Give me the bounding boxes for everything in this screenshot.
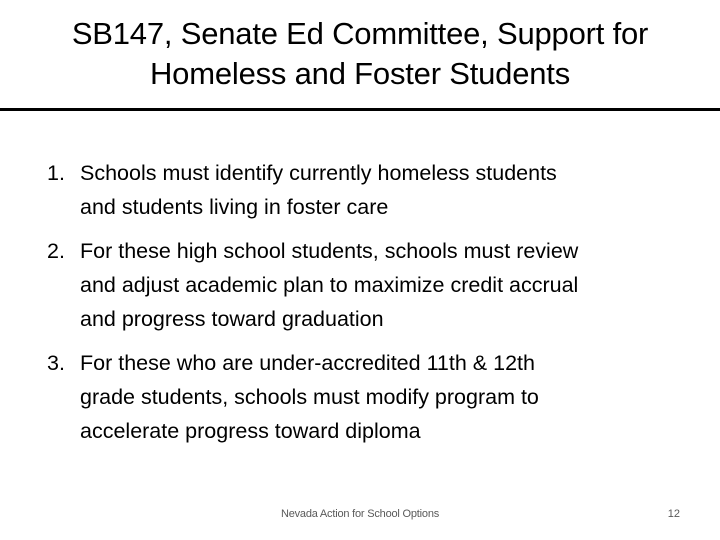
list-item-3 (47, 346, 687, 448)
list-item-text (80, 346, 687, 448)
numbered-list (47, 156, 687, 458)
slide-title-line-2: Homeless and Foster Students (150, 56, 570, 91)
list-item-number: 3. (47, 351, 65, 375)
list-item-line: and students living in foster care (80, 195, 389, 219)
list-item-line: grade students, schools must modify program to (80, 385, 539, 409)
slide-title (20, 14, 700, 94)
page-number: 12 (667, 508, 680, 520)
list-item-2 (47, 234, 687, 336)
list-item-line: For these who are under-accredited 11th & 12th (80, 351, 535, 375)
slide-footer: Nevada Action for School Options (280, 508, 440, 520)
list-item-line: accelerate progress toward diploma (80, 419, 421, 443)
list-item-line: For these high school students, schools must review (80, 239, 579, 263)
title-divider (0, 108, 720, 111)
list-item-number: 2. (47, 239, 65, 263)
list-item-line: Schools must identify currently homeless students (80, 161, 557, 185)
list-item-line: and adjust academic plan to maximize credit accrual (80, 273, 579, 297)
slide-title-line-1: SB147, Senate Ed Committee, Support for (71, 16, 649, 51)
list-item-line: and progress toward graduation (80, 307, 384, 331)
list-item-text (80, 156, 687, 224)
list-item-text (80, 234, 687, 336)
list-item-1 (47, 156, 687, 224)
list-item-number: 1. (47, 161, 65, 185)
